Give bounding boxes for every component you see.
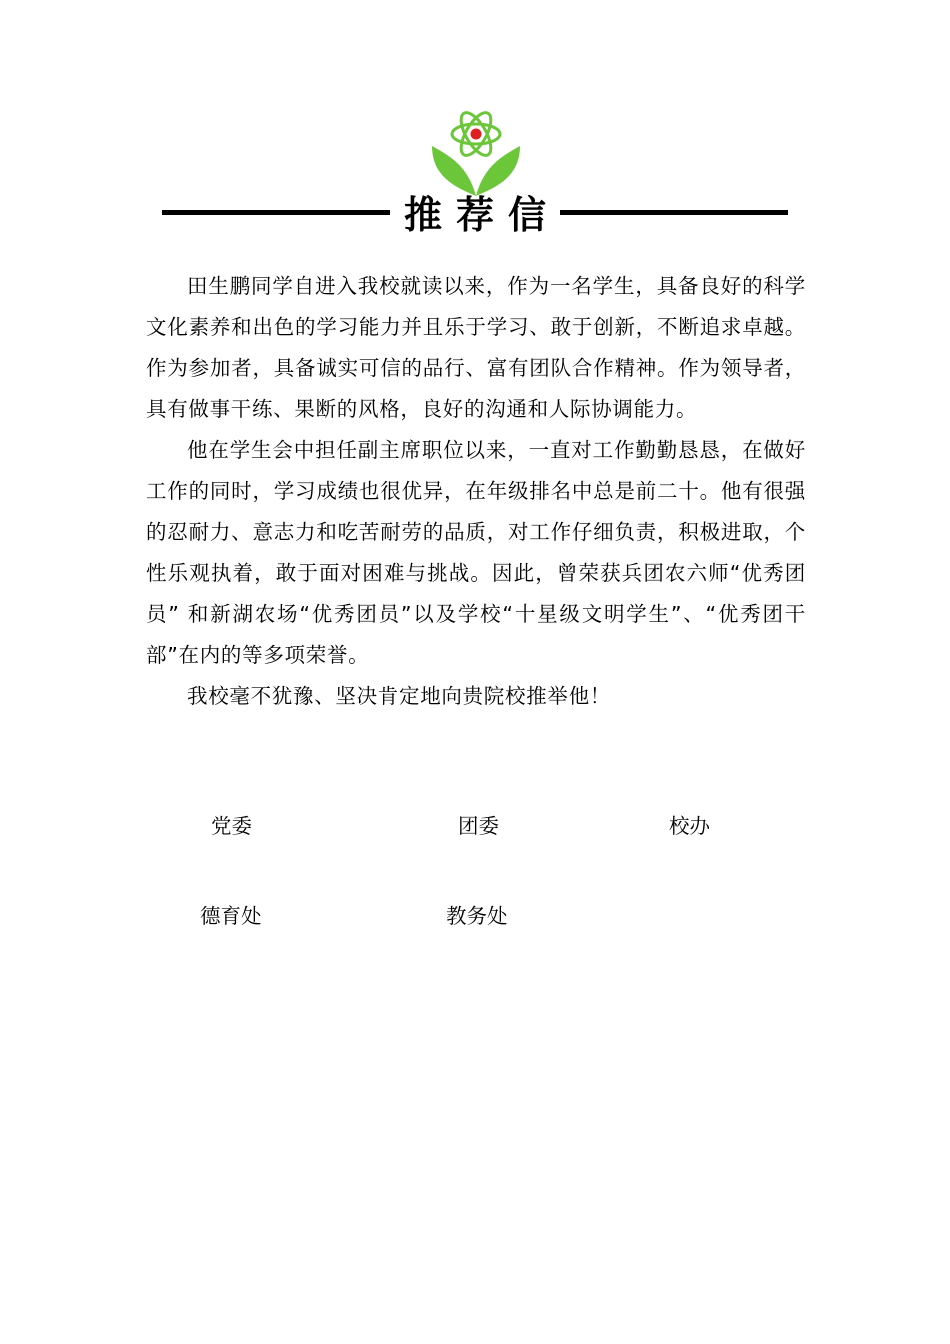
- signature-moral-education: 德育处: [200, 904, 262, 928]
- paragraph-1: 田生鹏同学自进入我校就读以来，作为一名学生，具备良好的科学文化素养和出色的学习能力并且乐于学习、敢于创新，不断追求卓越。作为参加者，具备诚实可信的品行、富有团队合作精神。作为领导者，具有做事干练、果断的风格，良好的沟通和人际协调能力。: [146, 274, 806, 421]
- paragraph-3: 我校毫不犹豫、坚决肯定地向贵院校推举他！: [187, 684, 611, 708]
- paragraph-2: 他在学生会中担任副主席职位以来，一直对工作勤勤恳恳，在做好工作的同时，学习成绩也很优异，在年级排名中总是前二十。他有很强的忍耐力、意志力和吃苦耐劳的品质，对工作仔细负责，积极进取，个性乐观执着，敢于面对困难与挑战。因此，曾荣获兵团农六师“优秀团员” 和新湖农场“优秀团员”以及学校“十星级文明学生”、“优秀团干部”在内的等多项荣誉。: [146, 438, 806, 667]
- title-rule-left: [162, 210, 390, 215]
- signature-youth-league: 团委: [458, 814, 499, 838]
- letter-body: [146, 266, 806, 717]
- page-title: 推荐信: [404, 193, 561, 237]
- title-row: [162, 190, 788, 240]
- signature-party-committee: 党委: [211, 814, 252, 838]
- signature-school-office: 校办: [669, 814, 710, 838]
- signature-academic-affairs: 教务处: [446, 904, 508, 928]
- title-rule-right: [560, 210, 788, 215]
- school-logo: [428, 100, 524, 200]
